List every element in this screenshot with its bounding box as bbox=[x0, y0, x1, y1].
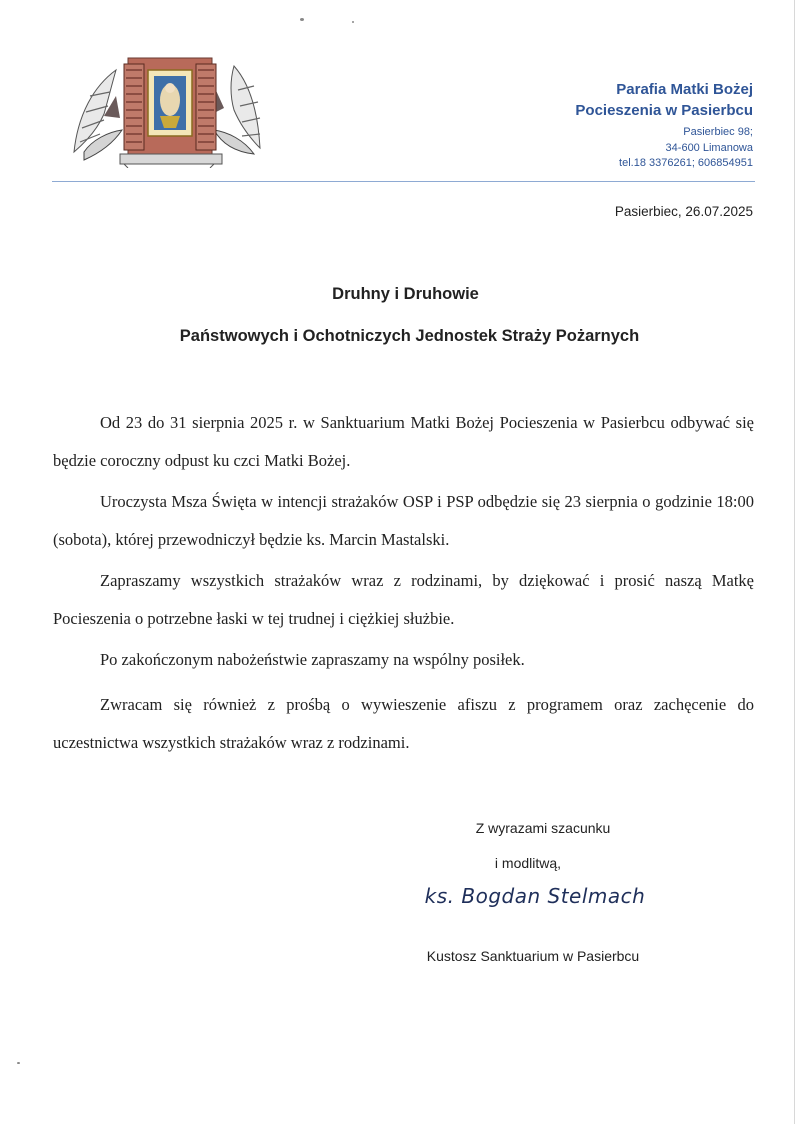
parish-phone: tel.18 3376261; 606854951 bbox=[619, 157, 753, 169]
letter-date: Pasierbiec, 26.07.2025 bbox=[614, 204, 753, 219]
signatory-title: Kustosz Sanktuarium w Pasierbcu bbox=[426, 948, 640, 964]
body-paragraph-5: Zwracam się również z prośbą o wywieszenie afiszu z programem oraz zachęcenie do uczestnictwa wszystkich strażaków wraz z rodzinami. bbox=[53, 695, 754, 752]
header-divider bbox=[52, 181, 755, 182]
parish-address-city: 34-600 Limanowa bbox=[665, 141, 753, 154]
body-paragraph-4: Po zakończonym nabożeństwie zapraszamy na wspólny posiłek. bbox=[100, 650, 525, 669]
closing-prayer: i modlitwą, bbox=[494, 855, 562, 871]
scan-speck bbox=[352, 21, 354, 23]
body-paragraph-2: Uroczysta Msza Święta w intencji strażaków OSP i PSP odbędzie się 23 sierpnia o godzinie 18:00 (sobota), której przewodniczył będzie ks. Marcin Mastalski. bbox=[53, 492, 754, 549]
sanctuary-emblem-icon bbox=[64, 56, 264, 168]
scan-speck bbox=[17, 1062, 20, 1064]
addressee-heading: Państwowych i Ochotniczych Jednostek Straży Pożarnych bbox=[179, 327, 640, 345]
body-paragraph-3: Zapraszamy wszystkich strażaków wraz z rodzinami, by dziękować i prosić naszą Matkę Pocieszenia o potrzebne łaski w tej trudnej i ciężkiej służbie. bbox=[53, 571, 754, 628]
parish-header bbox=[575, 79, 753, 172]
parish-name-line1: Parafia Matki Bożej bbox=[616, 81, 753, 98]
body-paragraph-1: Od 23 do 31 sierpnia 2025 r. w Sanktuarium Matki Bożej Pocieszenia w Pasierbcu odbywać się będzie coroczny odpust ku czci Matki Bożej. bbox=[53, 413, 754, 470]
closing-regards: Z wyrazami szacunku bbox=[475, 820, 611, 836]
parish-name-line2: Pocieszenia w Pasierbcu bbox=[575, 102, 753, 119]
scan-speck bbox=[300, 18, 304, 21]
handwritten-signature: ks. Bogdan Stelmach bbox=[424, 884, 646, 908]
salutation-heading: Druhny i Druhowie bbox=[332, 285, 479, 303]
parish-address-street: Pasierbiec 98; bbox=[683, 126, 753, 138]
